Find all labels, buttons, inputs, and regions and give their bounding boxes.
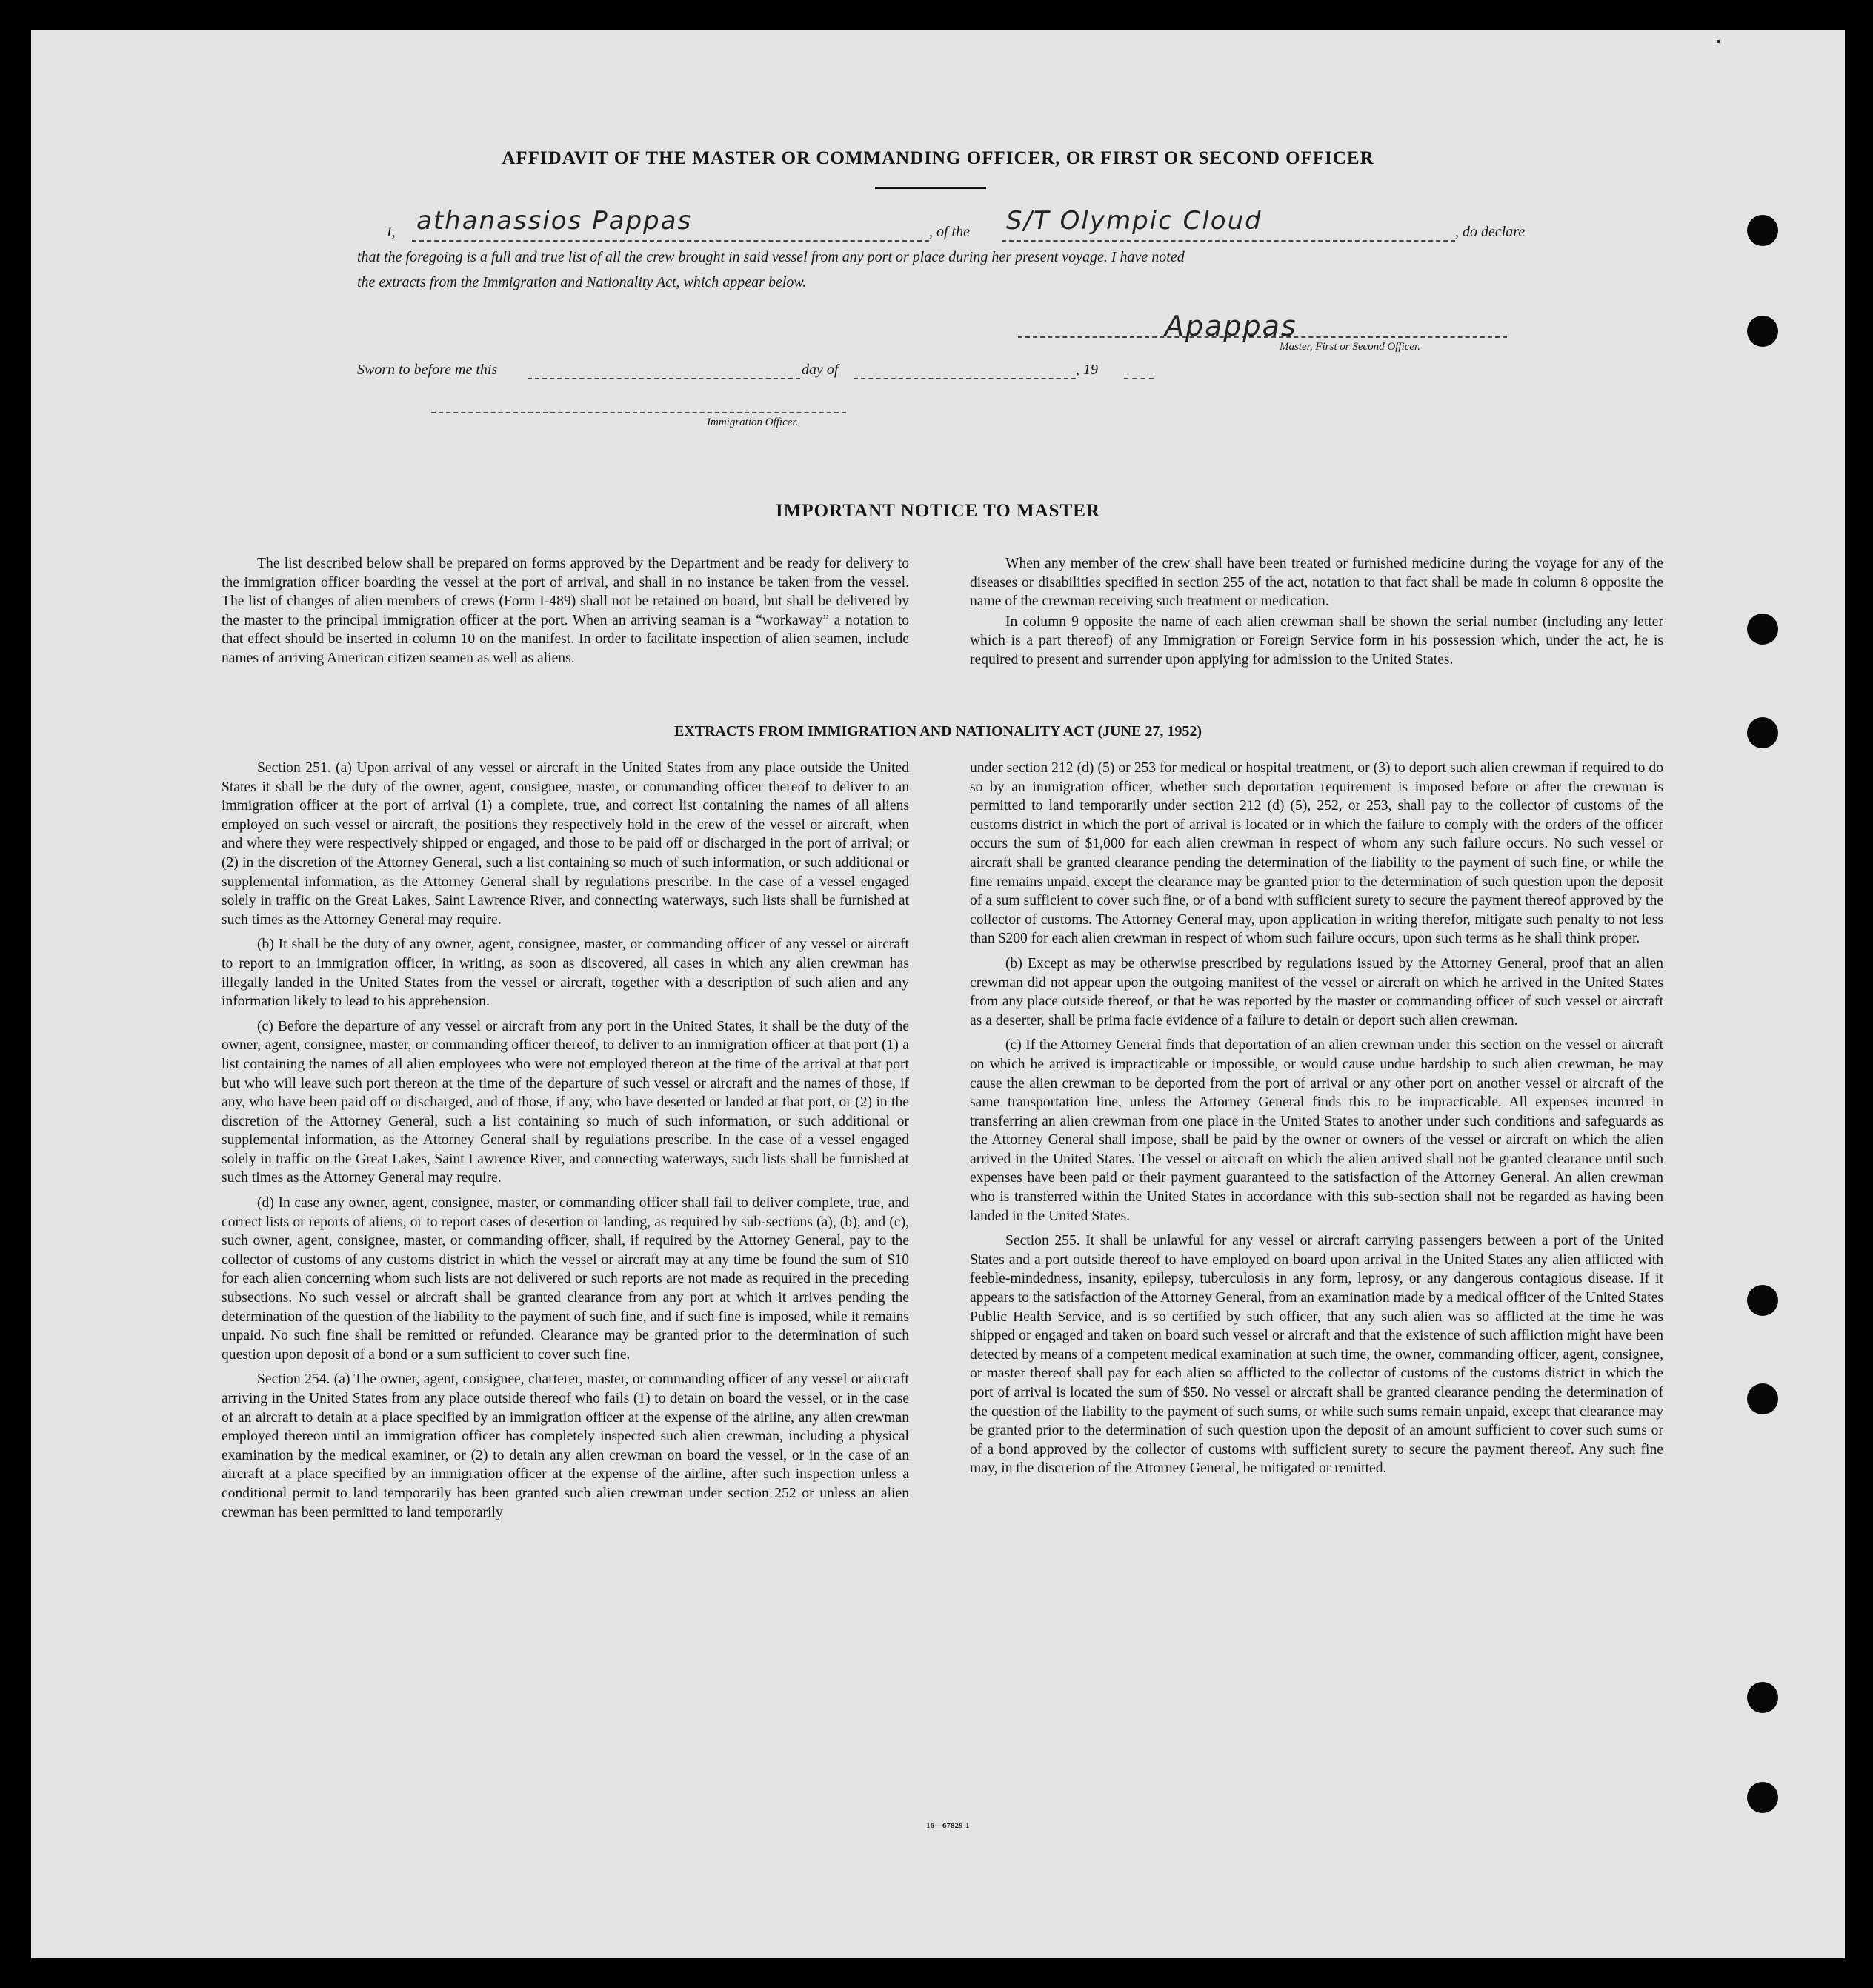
declaration-line-2: that the foregoing is a full and true list of all the crew brought in said vessel from any port or place during her present voyage. I have noted: [357, 249, 1185, 265]
affidavit-title: AFFIDAVIT OF THE MASTER OR COMMANDING OFFICER, OR FIRST OR SECOND OFFICER: [502, 148, 1374, 168]
section-255: Section 255. It shall be unlawful for any vessel or aircraft carrying passengers between a port of the United States and a port outside thereof to have employed on board upon arrival in the United States any alien afflicted with feeble-mindedness, insanity, epilepsy, tuberculosis in any form, leprosy, or any dangerous contagious disease. If it appears to the satisfaction of the Attorney General, from an examination made by a medical officer of the United States Public Health Service, and is so certified by such officer, that any such alien was so afflicted at the time he was shipped or engaged and taken on board such vessel or aircraft and that the existence of such affliction might have been detected by means of a competent medical examination at such time, the owner, commanding officer, agent, consignee, or master thereof shall pay for each alien so afflicted to the collector of customs of the customs district in which the port of arrival is located the sum of $50. No vessel or aircraft shall be granted clearance pending the determination of the question of the liability to the payment of such sums, or while such sums remain unpaid, except that clearance may be granted prior to the determination of such question upon the deposit of an amount sufficient to cover such sums or of a bond approved by the collector of customs with sufficient surety to secure the payment thereof. Any such fine may, in the discretion of the Attorney General, be mitigated or remitted.: [970, 1233, 1663, 1477]
vessel-name-handwritten: S/T Olympic Cloud: [1006, 206, 1262, 236]
sworn-day-blank: [528, 378, 800, 379]
binder-hole: [1747, 1285, 1778, 1316]
extracts-left-column: [222, 759, 909, 1528]
signature-caption: Master, First or Second Officer.: [1280, 341, 1420, 353]
immigration-officer-blank: [431, 412, 846, 413]
binder-hole: [1747, 717, 1778, 748]
binder-hole: [1747, 1383, 1778, 1414]
section-251-d: (d) In case any owner, agent, consignee, master, or commanding officer shall fail to deliver complete, true, and correct lists or reports of aliens, or to report cases of desertion or landing, as required by sub-sections (a), (b), and (c), such owner, agent, consignee, master, or commanding officer, shall, if required by the Attorney General, pay to the collector of customs of any customs district in which the vessel or aircraft may at any time be found the sum of $10 for each alien concerning whom such lists are not delivered or such reports are not made as required in the preceding subsections. No such vessel or aircraft shall be granted clearance from any port at which it arrives pending the determination of the question of the liability to the payment of such fine, and if such fine is imposed, while it remains unpaid. No such fine shall be remitted or refunded. Clearance may be granted prior to the determination of such question upon deposit of a bond or a sum sufficient to cover such fine.: [222, 1195, 909, 1363]
binder-hole: [1747, 215, 1778, 246]
section-251-a: Section 251. (a) Upon arrival of any vessel or aircraft in the United States from any place outside the United States it shall be the duty of the owner, agent, consignee, master, or commanding officer thereof to deliver to an immigration officer at the port of arrival (1) a complete, true, and correct list containing the names of all aliens employed on such vessel or aircraft, the positions they respectively hold in the crew of the vessel or aircraft, when and where they were respectively shipped or engaged, and those to be paid off or discharged in the port of arrival; or (2) in the discretion of the Attorney General, such a list containing so much of such information, or such additional or supplemental information, as the Attorney General shall by regulations prescribe. In the case of a vessel engaged solely in traffic on the Great Lakes, Saint Lawrence River, and connecting waterways, such lists shall be furnished at such times as the Attorney General may require.: [222, 760, 909, 928]
notice-title: IMPORTANT NOTICE TO MASTER: [776, 501, 1100, 521]
extracts-title: EXTRACTS FROM IMMIGRATION AND NATIONALITY ACT (JUNE 27, 1952): [673, 723, 1202, 739]
name-blank: [412, 240, 929, 242]
notice-right-column: [970, 554, 1663, 676]
section-254-c: (c) If the Attorney General finds that deportation of an alien crewman under this section on the vessel or aircraft on which he arrived is impracticable or impossible, or would cause undue hardship to such alien crewman, he may cause the alien crewman to be deported from the port of arrival or any other port on another vessel or aircraft of the same transportation line, unless the Attorney General finds this to be impracticable. All expenses incurred in transferring an alien crewman from one place in the United States to another under such conditions and safeguards as the Attorney General shall impose, shall be paid by the owner or owners of the vessel or aircraft on which the alien arrived in the United States. The vessel or aircraft on which the alien arrived shall not be granted clearance until such expenses have been paid or their payment guaranteed to the satisfaction of the Attorney General. An alien crewman who is transferred within the United States in accordance with this sub-section shall not be regarded as having been landed in the United States.: [970, 1037, 1663, 1224]
section-251-c: (c) Before the departure of any vessel or aircraft from any port in the United States, it shall be the duty of the owner, agent, consignee, master, or commanding officer thereof, to deliver to an immigration officer at that port (1) a list containing the names of all alien employees who were not employed thereon at the time of the arrival at that port but who will leave such port thereon at the time of the departure of such vessel or aircraft and the names of those, if any, who have been paid off or discharged, and of those, if any, who have deserted or landed at that port, or (2) in the discretion of the Attorney General, such a list containing so much of such information, or such additional or supplemental information, as the Attorney General shall by regulations prescribe. In the case of a vessel engaged solely in traffic on the Great Lakes, Saint Lawrence River, and connecting waterways, such lists shall be furnished at such times as the Attorney General may require.: [222, 1018, 909, 1186]
year-label: , 19: [1076, 362, 1098, 378]
notice-left-text: The list described below shall be prepared on forms approved by the Department and be ready for delivery to the immigration officer boarding the vessel at the port of arrival, and shall in no instance be taken from the vessel. The list of changes of alien members of crews (Form I-489) shall not be retained on board, but shall be delivered by the master to the principal immigration officer at the port. When an arriving seaman is a “workaway” a notation to that effect should be inserted in column 10 on the manifest. In order to facilitate inspection of alien seamen, include names of arriving American citizen seamen as well as aliens.: [222, 556, 909, 666]
master-signature: Apappas: [1165, 310, 1297, 342]
section-251-b: (b) It shall be the duty of any owner, agent, consignee, master, or commanding officer of any vessel or aircraft to report to an immigration officer, in writing, as soon as discovered, all cases in which any alien crewman has illegally landed in the United States from the vessel or aircraft, together with a description of such alien and any information likely to lead to his apprehension.: [222, 937, 909, 1010]
sworn-label: Sworn to before me this: [357, 362, 498, 378]
section-254-a-continued: under section 212 (d) (5) or 253 for medical or hospital treatment, or (3) to deport such alien crewman if required to do so by an immigration officer, whether such deportation requirement is imposed before or after the crewman is permitted to land temporarily under section 212 (d) (5), 252, or 253, shall pay to the collector of customs of the customs district in which the port of arrival is located or in which the failure to comply with the orders of the officer occurs the sum of $1,000 for each alien crewman in respect of whom any such failure occurs. No such vessel or aircraft shall be granted clearance pending the determination of the liability to the payment of such fine, or while the fine remains unpaid, except the clearance may be granted prior to the determination of such question upon the deposit of a sum sufficient to cover such fine, or of a bond with sufficient surety to secure the payment thereof approved by the collector of customs. The Attorney General may, upon application in writing therefor, mitigate such penalty to not less than $200 for each alien crewman in respect of whom such failure occurs, upon such terms as he shall think proper.: [970, 760, 1663, 947]
title-divider: [875, 187, 986, 189]
day-of-label: day of: [802, 362, 839, 378]
section-254-a: Section 254. (a) The owner, agent, consignee, charterer, master, or commanding officer of any vessel or aircraft arriving in the United States from any place outside thereof who fails (1) to detain on board the vessel, or in the case of an aircraft to detain at a place specified by an immigration officer at the expense of the airline, any alien crewman employed thereon until an immigration officer has completely inspected such alien crewman, including a physical examination by the medical examiner, or (2) to detain any alien crewman on board the vessel, or in the case of an aircraft at a place specified by an immigration officer at the expense of the airline, after such inspection unless a conditional permit to land temporarily has been granted such alien crewman under section 252 or unless an alien crewman has been permitted to land temporarily: [222, 1372, 909, 1520]
notice-right-paragraph-1: When any member of the crew shall have been treated or furnished medicine during the voyage for any of the diseases or disabilities specified in section 255 of the act, notation to that fact shall be made in column 8 opposite the name of the crewman receiving such treatment or medication.: [970, 556, 1663, 610]
document-page: [31, 30, 1845, 1958]
form-code: 16—67829-1: [926, 1821, 970, 1830]
notice-right-paragraph-2: In column 9 opposite the name of each alien crewman shall be shown the serial number (including any letter which is a part thereof) of any Immigration or Foreign Service form in his possession which, under the act, he is required to present and surrender upon applying for admission to the United States.: [970, 614, 1663, 668]
extracts-right-column: [970, 759, 1663, 1484]
sworn-year-blank: [1124, 378, 1154, 379]
master-name-handwritten: athanassios Pappas: [416, 206, 693, 236]
binder-hole: [1747, 316, 1778, 347]
sworn-month-blank: [854, 378, 1076, 379]
of-the-label: , of the: [929, 224, 970, 240]
declaration-line-3: the extracts from the Immigration and Nationality Act, which appear below.: [357, 274, 807, 290]
binder-hole: [1747, 1682, 1778, 1713]
binder-hole: [1747, 614, 1778, 645]
binder-hole: [1747, 1782, 1778, 1813]
do-declare-label: , do declare: [1455, 224, 1526, 240]
notice-left-column: [222, 554, 909, 674]
immigration-officer-caption: Immigration Officer.: [707, 416, 799, 428]
section-254-b: (b) Except as may be otherwise prescribed by regulations issued by the Attorney General, proof that an alien crewman did not appear upon the outgoing manifest of the vessel or aircraft on which he arrived in the United States from any place outside thereof, or that he was reported by the master or commanding officer of such vessel or aircraft as a deserter, shall be prima facie evidence of a failure to detain or deport such alien crewman.: [970, 955, 1663, 1028]
scan-speck: [1717, 40, 1720, 43]
declaration-i-label: I,: [387, 224, 396, 240]
vessel-blank: [1002, 240, 1455, 242]
